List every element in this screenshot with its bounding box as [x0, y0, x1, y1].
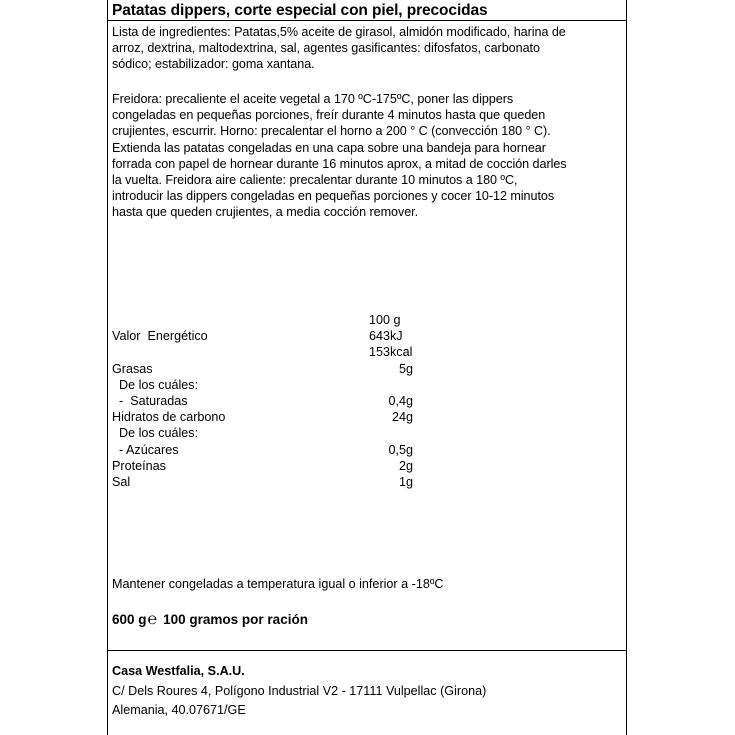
estimated-sign-icon: ℮ [147, 611, 158, 628]
nutrition-row [112, 361, 512, 377]
nutrition-row [112, 393, 512, 409]
instructions-line: Extienda las patatas congeladas en una capa sobre una bandeja para hornear [112, 140, 546, 155]
instructions-line: introducir las dippers congeladas en pequeñas porciones y cocer 10-12 minutos [112, 189, 555, 204]
energy-label: Valor Energético [112, 329, 208, 344]
serving-size: 100 gramos por ración [163, 612, 308, 627]
company-country-code: Alemania, 40.07671/GE [112, 703, 246, 717]
nutrition-row-energy [112, 328, 512, 344]
nutrition-header: 100 g [369, 313, 401, 327]
nutrient-label: Sal [112, 474, 131, 489]
instructions-line: hasta que queden crujientes, a media cocción remover. [112, 205, 419, 220]
ingredients-line: sódico; estabilizador: goma xantana. [112, 57, 315, 72]
net-weight [112, 612, 308, 628]
nutrition-row-energy-kcal [112, 344, 512, 360]
nutrient-value: 1g [398, 474, 413, 489]
nutrient-label: De los cuáles: [112, 426, 199, 441]
energy-kcal: 153kcal [369, 345, 413, 360]
nutrition-row [112, 474, 512, 490]
instructions-line: crujientes, escurrir. Horno: precalentar el horno a 200 ° C (convección 180 ° C). [112, 124, 551, 139]
nutrient-label: Proteínas [112, 458, 166, 473]
storage-instructions: Mantener congeladas a temperatura igual o inferior a -18ºC [112, 577, 444, 591]
instructions-line: la vuelta. Freidora aire caliente: precalentar durante 10 minutos a 180 ºC, [112, 173, 518, 188]
instructions-line: forrada con papel de hornear durante 16 minutos aprox, a mitad de cocción darles [112, 156, 567, 171]
product-title: Patatas dippers, corte especial con piel, precocidas [112, 2, 488, 19]
ingredients-list [112, 24, 620, 73]
nutrition-row [112, 377, 512, 393]
nutrient-label: Hidratos de carbono [112, 410, 226, 425]
net-weight-amount: 600 g [112, 612, 147, 627]
company-name: Casa Westfalia, S.A.U. [112, 664, 245, 678]
nutrition-table [112, 312, 512, 490]
nutrient-value: 5g [398, 361, 413, 376]
nutrient-label: - Saturadas [112, 393, 188, 408]
nutrition-header-row [112, 312, 512, 328]
preparation-instructions [112, 91, 620, 221]
instructions-line: congeladas en pequeñas porciones, freír durante 4 minutos hasta que queden [112, 108, 546, 123]
title-divider [107, 20, 627, 21]
nutrient-value: 0,5g [388, 442, 413, 457]
nutrient-value: 24g [391, 410, 413, 425]
nutrient-value: 0,4g [388, 393, 413, 408]
ingredients-line: arroz, dextrina, maltodextrina, sal, agentes gasificantes: difosfatos, carbonato [112, 41, 540, 56]
nutrient-label: De los cuáles: [112, 377, 199, 392]
company-address: C/ Dels Roures 4, Polígono Industrial V2 - 17111 Vulpellac (Girona) [112, 683, 487, 698]
nutrition-row [112, 409, 512, 425]
energy-kj: 643kJ [369, 329, 403, 344]
ingredients-line: Lista de ingredientes: Patatas,5% aceite de girasol, almidón modificado, harina de [112, 25, 566, 39]
company-info [112, 662, 486, 721]
company-divider [107, 650, 627, 651]
nutrition-row [112, 425, 512, 441]
nutrient-value: 2g [398, 458, 413, 473]
nutrition-row [112, 458, 512, 474]
nutrient-label: - Azúcares [112, 442, 179, 457]
instructions-line: Freidora: precaliente el aceite vegetal a 170 ºC-175ºC, poner las dippers [112, 92, 514, 106]
nutrition-row [112, 442, 512, 458]
nutrient-label: Grasas [112, 361, 153, 376]
